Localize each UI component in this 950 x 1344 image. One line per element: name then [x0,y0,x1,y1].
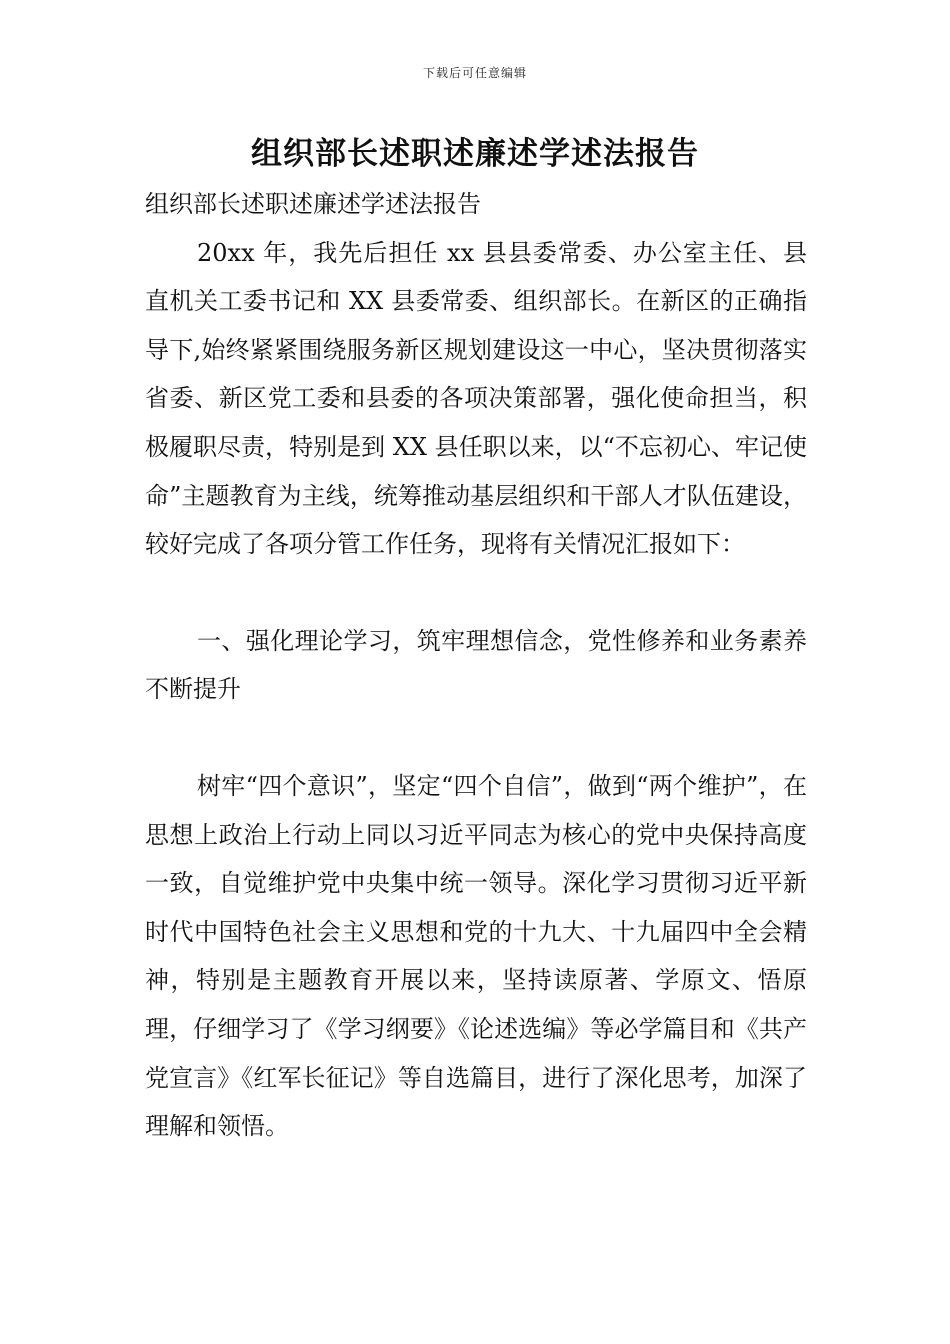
section-paragraph: 树牢“四个意识”，坚定“四个自信”，做到“两个维护”，在思想上政治上行动上同以习近平同志为核心的党中央保持高度一致，自觉维护党中央集中统一领导。深化学习贯彻习近平新时代中国特色社会主义思想和党的十九大、十九届四中全会精神，特别是主题教育开展以来，坚持读原著、学原文、悟原理，仔细学习了《学习纲要》《论述选编》等必学篇目和《共产党宣言》《红军长征记》等自选篇目，进行了深化思考，加深了理解和领悟。 [145,771,807,1141]
document-title: 组织部长述职述廉述学述法报告 [251,136,699,172]
section-heading: 一、强化理论学习，筑牢理想信念，党性修养和业务素养不断提升 [145,626,807,704]
intro-paragraph: 20xx 年，我先后担任 xx 县县委常委、办公室主任、县直机关工委书记和 XX 县委常委、组织部长。在新区的正确指导下,始终紧紧围绕服务新区规划建设这一中心，坚决贯彻落实省委、新区党工委和县委的各项决策部署，强化使命担当，积极履职尽责，特别是到 XX 县任职以来，以“不忘初心、牢记使命”主题教育为主线，统筹推动基层组织和干部人才队伍建设，较好完成了各项分管工作任务，现将有关情况汇报如下： [145,238,807,559]
document-subtitle: 组织部长述职述廉述学述法报告 [145,190,481,218]
document-body [145,180,807,1151]
header-note: 下载后可任意编辑 [422,66,527,80]
